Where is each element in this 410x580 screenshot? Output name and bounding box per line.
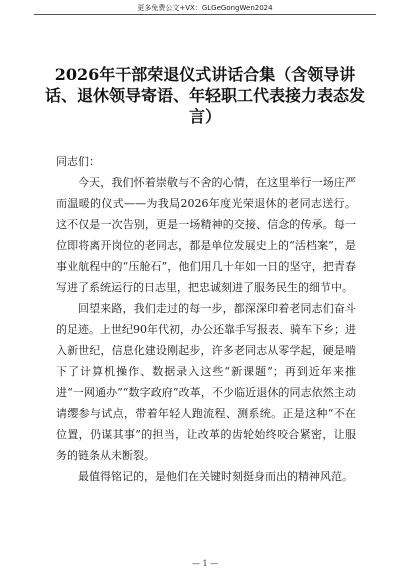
paragraph: 回望来路，我们走过的每一步，都深深印着老同志们奋斗的足迹。上世纪90年代初，办公还靠手写报表、骑车下乡；进入新世纪，信息化建设刚起步，许多老同志从零学起，硬是啃下了计算机操作、数据录入这些“新课题”；再到近年来推进“一网通办”“数字政府”改革，不少临近退休的同志依然主动请缨参与试点，带着年轻人跑流程、测系统。正是这种“不在位置，仍谋其事”的担当，让改革的齿轮始终咬合紧密，让服务的链条从未断裂。 [56, 302, 356, 462]
header-note: 更多免费公文+VX：GLGeGongWen2024 [137, 4, 273, 12]
paragraph: 今天，我们怀着崇敬与不舍的心情，在这里举行一场庄严而温暖的仪式——为我局2026年度光荣退休的老同志送行。这不仅是一次告别，更是一场精神的交接、信念的传承。每一位即将离开岗位的老同志，都是单位发展史上的“活档案”，是事业航程中的“压舱石”，他们用几十年如一日的坚守，把青春写进了系统运行的日志里，把忠诚刻进了服务民生的细节中。 [56, 176, 356, 294]
document-body [56, 151, 356, 487]
paragraph: 最值得铭记的，是他们在关键时刻挺身而出的精神风范。 [78, 470, 353, 483]
header-divider [34, 14, 376, 15]
page-number: — 1 — [191, 559, 219, 568]
salutation: 同志们： [56, 155, 100, 168]
document-title: 2026年干部荣退仪式讲话合集（含领导讲话、退休领导寄语、年轻职工代表接力表态发言） [44, 65, 365, 126]
